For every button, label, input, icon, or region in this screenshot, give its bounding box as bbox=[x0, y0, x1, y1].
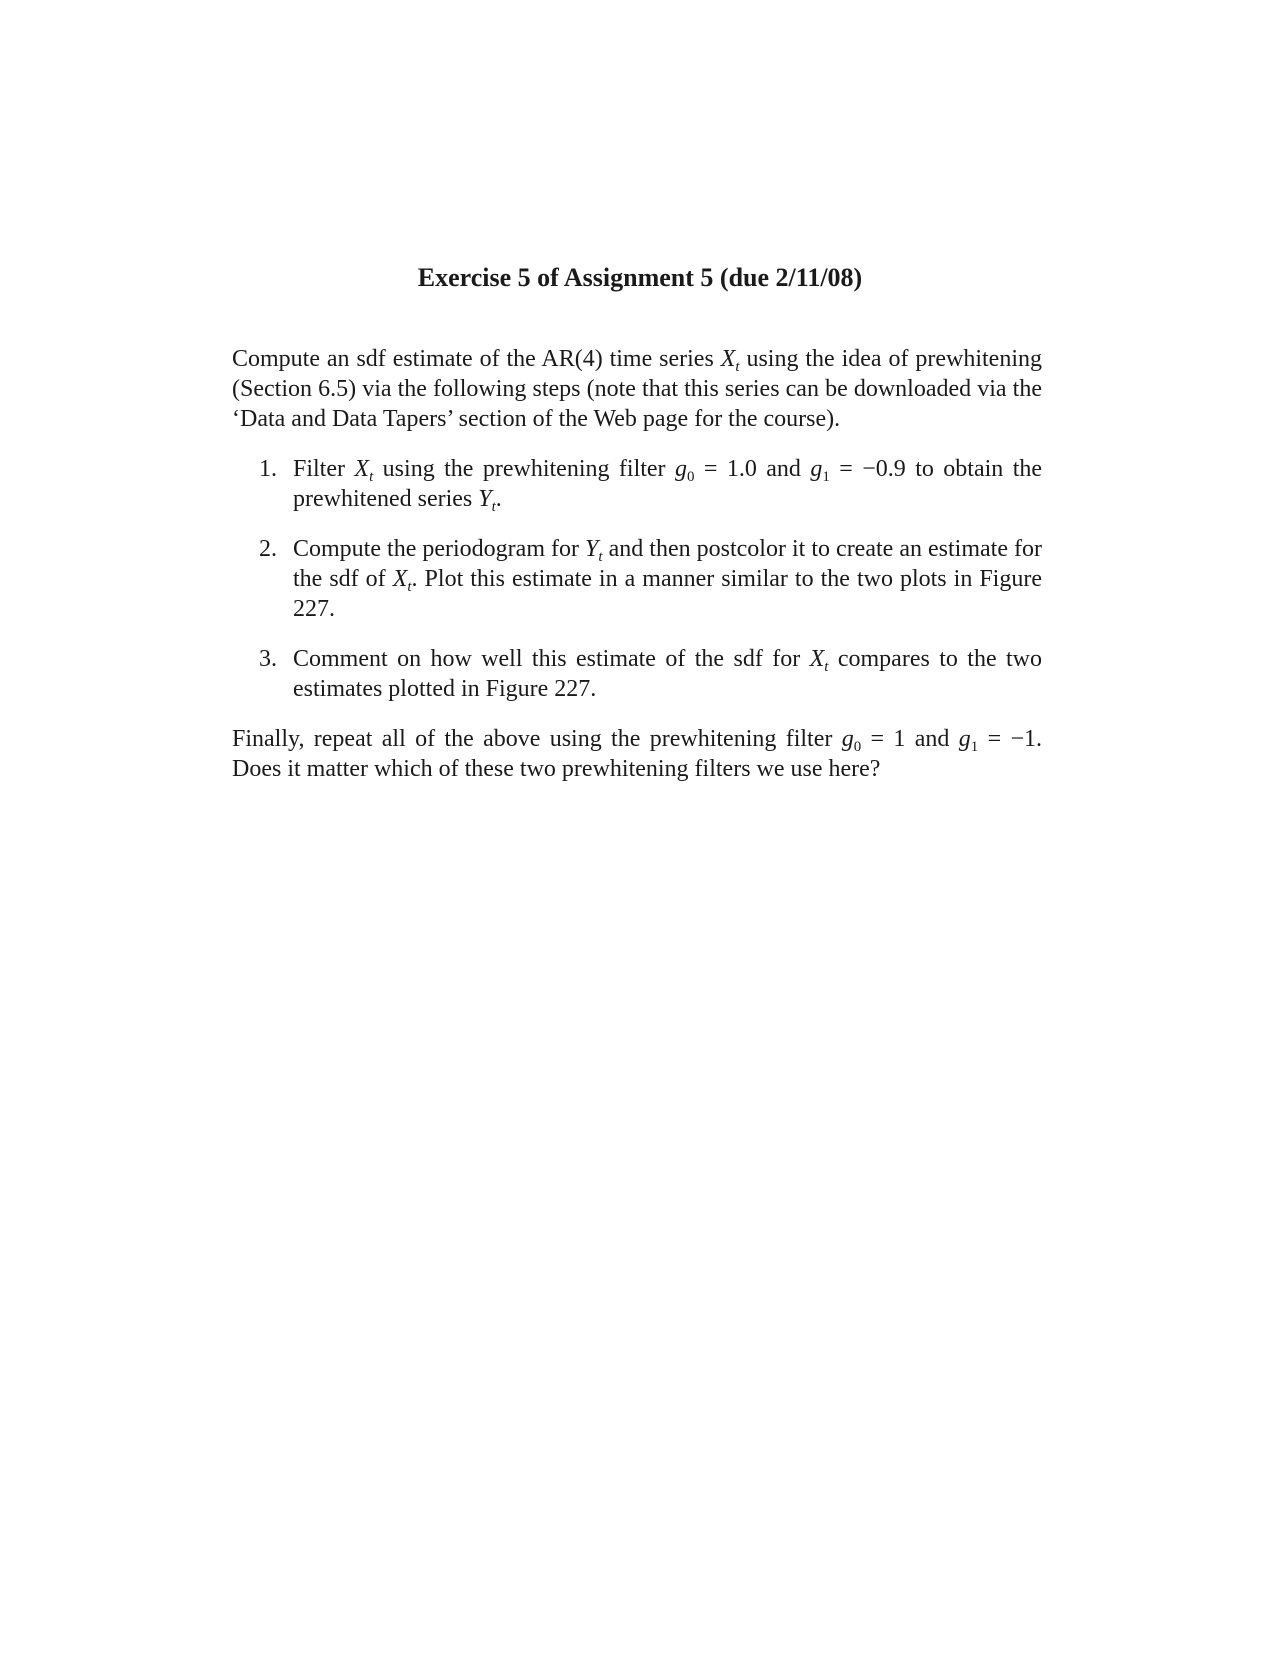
variable-x bbox=[354, 456, 374, 485]
variable-x-subscript: t bbox=[824, 659, 829, 675]
variable-g0-letter: g bbox=[674, 456, 687, 482]
page-title: Exercise 5 of Assignment 5 (due 2/11/08) bbox=[417, 263, 863, 292]
variable-g1 bbox=[958, 726, 979, 755]
step-text: = −0.9 to obtain the prewhitened series bbox=[293, 456, 1043, 512]
variable-g1 bbox=[810, 456, 830, 485]
variable-g1-letter: g bbox=[958, 726, 971, 752]
variable-g0-subscript: 0 bbox=[853, 739, 862, 755]
step-number: 1. bbox=[259, 456, 277, 482]
variable-g1-letter: g bbox=[810, 456, 823, 482]
exercise-body bbox=[232, 344, 1042, 784]
variable-x-subscript: t bbox=[369, 469, 374, 485]
variable-y-subscript: t bbox=[491, 499, 496, 515]
variable-g1-subscript: 1 bbox=[822, 469, 830, 485]
variable-g0-letter: g bbox=[841, 726, 854, 752]
variable-x-letter: X bbox=[720, 346, 736, 372]
variable-x bbox=[392, 566, 412, 595]
final-text: Finally, repeat all of the above using the prewhitening filter bbox=[232, 726, 842, 752]
intro-paragraph bbox=[232, 344, 1042, 434]
variable-y bbox=[478, 486, 496, 515]
step-text: Filter bbox=[293, 456, 355, 482]
variable-y bbox=[585, 536, 603, 565]
step-text: . Plot this estimate in a manner similar to the two plots in Figure 227. bbox=[293, 566, 1042, 622]
step-number: 2. bbox=[259, 536, 277, 562]
step-text: Compute the periodogram for bbox=[293, 536, 586, 562]
variable-x bbox=[809, 646, 829, 675]
intro-text-end: using the idea of prewhitening (Section 6.5) via the following steps (note that this series can be downloaded via the ‘Data and Data Tapers’ section of the Web page for the course). bbox=[232, 346, 1042, 432]
variable-x-letter: X bbox=[809, 646, 825, 672]
final-paragraph bbox=[232, 724, 1042, 784]
step-item-1 bbox=[232, 454, 1042, 514]
variable-g0 bbox=[841, 726, 862, 755]
variable-y-subscript: t bbox=[598, 549, 603, 565]
variable-g0-subscript: 0 bbox=[686, 469, 695, 485]
step-text: compares to the two estimates plotted in Figure 227. bbox=[293, 646, 1043, 702]
step-item-3 bbox=[232, 644, 1042, 704]
variable-x-letter: X bbox=[354, 456, 370, 482]
step-text: = 1.0 and bbox=[694, 456, 811, 482]
final-text: = −1. Does it matter which of these two prewhitening filters we use here? bbox=[232, 726, 1043, 782]
step-text: and then postcolor it to create an estimate for the sdf of bbox=[293, 536, 1042, 592]
steps-list bbox=[232, 454, 1042, 704]
step-text: Comment on how well this estimate of the sdf for bbox=[293, 646, 810, 672]
step-text: using the prewhitening filter bbox=[373, 456, 675, 482]
variable-g1-subscript: 1 bbox=[970, 739, 979, 755]
step-text: . bbox=[495, 486, 502, 512]
variable-g0 bbox=[674, 456, 695, 485]
variable-x-letter: X bbox=[392, 566, 408, 592]
intro-text-start: Compute an sdf estimate of the AR(4) time series bbox=[232, 346, 721, 372]
step-number: 3. bbox=[259, 646, 277, 672]
variable-y-letter: Y bbox=[585, 536, 599, 562]
step-item-2 bbox=[232, 534, 1042, 624]
final-text: = 1 and bbox=[861, 726, 959, 752]
variable-x bbox=[720, 346, 740, 375]
variable-y-letter: Y bbox=[478, 486, 492, 512]
variable-x-subscript: t bbox=[735, 359, 740, 375]
variable-x-subscript: t bbox=[407, 579, 412, 595]
